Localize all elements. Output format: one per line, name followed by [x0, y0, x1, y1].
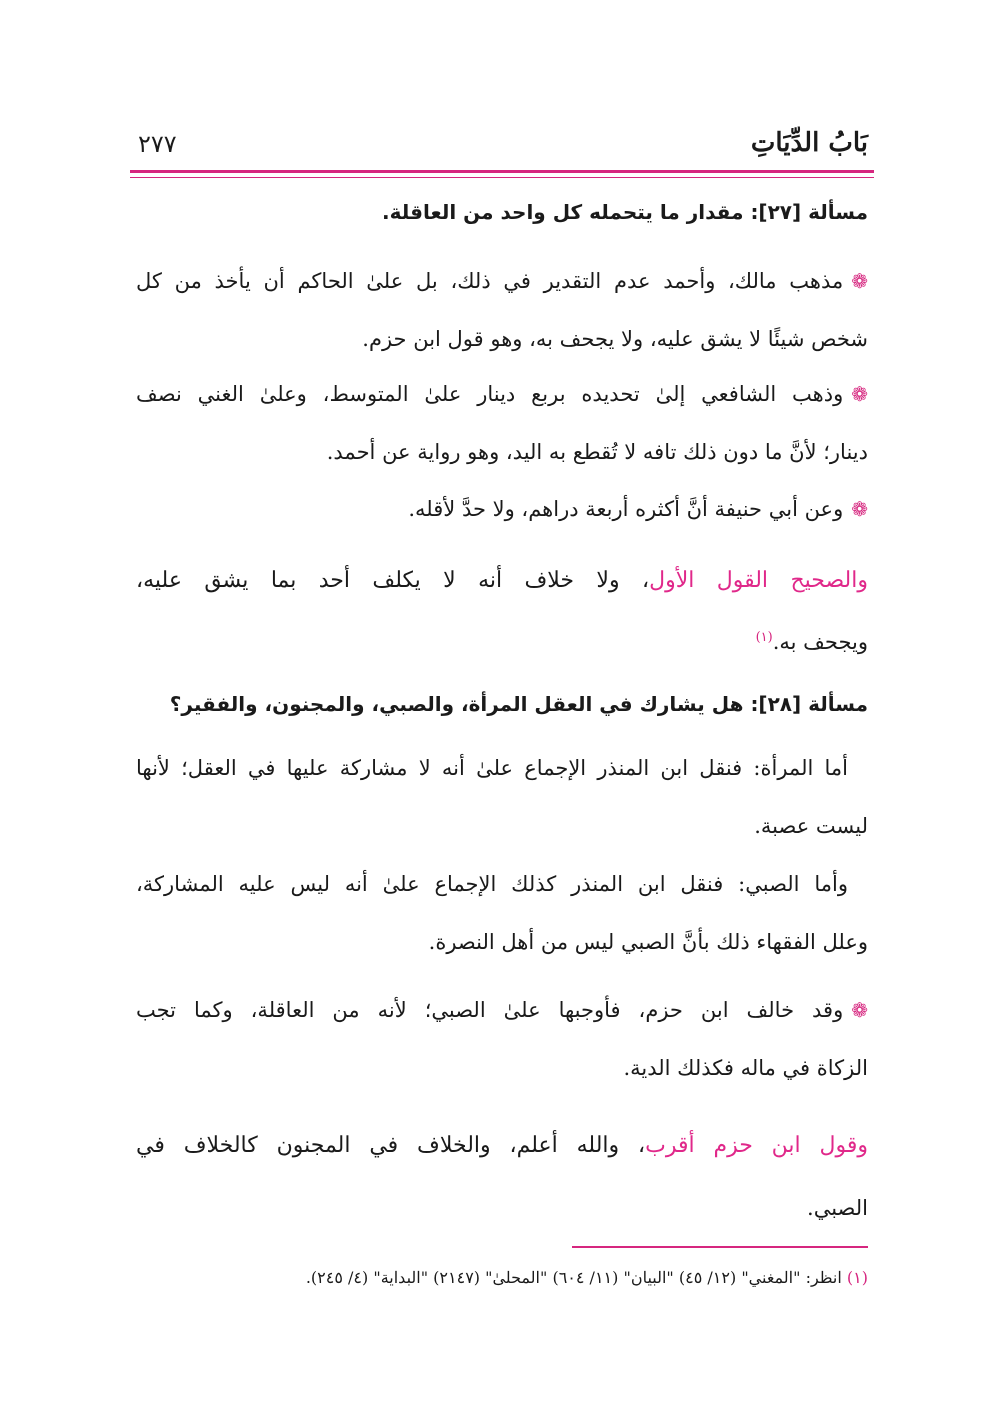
conclusion-27-line-1: والصحيح القول الأول، ولا خلاف أنه لا يكلف أحد بما يشق عليه، — [136, 568, 868, 593]
child-paragraph-line-2: وعلل الفقهاء ذلك بأنَّ الصبي ليس من أهل النصرة. — [428, 930, 868, 954]
flower-bullet-icon: ❁ — [851, 269, 868, 293]
footnote-ref[interactable]: (١) — [755, 630, 773, 645]
woman-paragraph-line-1: أما المرأة: فنقل ابن المنذر الإجماع علىٰ أنه لا مشاركة عليها في العقل؛ لأنها — [136, 756, 848, 780]
footnote-rule — [572, 1246, 868, 1248]
issue-27-title: مقدار ما يتحمله كل واحد من العاقلة. — [382, 200, 744, 224]
paragraph-maliki-line-1: ❁مذهب مالك، وأحمد عدم التقدير في ذلك، بل علىٰ الحاكم أن يأخذ من كل — [136, 269, 868, 293]
footnote-text: انظر: "المغني" (١٢/ ٤٥) "البيان" (١١/ ٦٠٤) "المحلىٰ" (٢١٤٧) "البداية" (٤/ ٢٤٥). — [305, 1268, 842, 1287]
ibn-hazm-paragraph-line-1: ❁وقد خالف ابن حزم، فأوجبها علىٰ الصبي؛ لأنه من العاقلة، وكما تجب — [136, 998, 868, 1022]
paragraph-hanafi: ❁وعن أبي حنيفة أنَّ أكثره أربعة دراهم، ولا حدَّ لأقله. — [408, 497, 868, 521]
paragraph-maliki-line-2: شخص شيئًا لا يشق عليه، ولا يجحف به، وهو قول ابن حزم. — [362, 327, 868, 351]
chapter-title: بَابُ الدِّيَاتِ — [750, 128, 868, 158]
issue-28-heading — [170, 688, 868, 720]
issue-28-title: هل يشارك في العقل المرأة، والصبي، والمجنون، والفقير؟ — [169, 692, 744, 716]
header-rule-thin — [130, 177, 874, 178]
ibn-hazm-paragraph-line-2: الزكاة في ماله فكذلك الدية. — [623, 1056, 868, 1080]
header-rule — [130, 170, 874, 173]
conclusion-27-highlight: والصحيح القول الأول — [649, 568, 868, 593]
flower-bullet-icon: ❁ — [851, 497, 868, 521]
conclusion-28-line-2: الصبي. — [807, 1196, 868, 1220]
woman-paragraph-line-2: ليست عصبة. — [754, 814, 868, 838]
flower-bullet-icon: ❁ — [851, 998, 868, 1022]
conclusion-28-line-1: وقول ابن حزم أقرب، والله أعلم، والخلاف في المجنون كالخلاف في — [136, 1133, 869, 1158]
conclusion-28-highlight: وقول ابن حزم أقرب — [645, 1133, 869, 1158]
issue-28-label: مسألة [٢٨]: — [750, 692, 868, 716]
child-paragraph-line-1: وأما الصبي: فنقل ابن المنذر كذلك الإجماع علىٰ أنه ليس عليه المشاركة، — [136, 872, 848, 896]
flower-bullet-icon: ❁ — [851, 382, 868, 406]
page-number: ٢٧٧ — [138, 130, 177, 158]
issue-27-heading — [382, 196, 868, 228]
issue-27-label: مسألة [٢٧]: — [750, 200, 868, 224]
conclusion-27-line-2: ويجحف به.$^{(١)}$ — [755, 630, 868, 654]
paragraph-shafii-line-1: ❁وذهب الشافعي إلىٰ تحديده بربع دينار علىٰ المتوسط، وعلىٰ الغني نصف — [136, 382, 868, 406]
footnote-number: (١) — [846, 1268, 868, 1287]
footnote — [306, 1268, 868, 1287]
paragraph-shafii-line-2: دينار؛ لأنَّ ما دون ذلك تافه لا تُقطع به اليد، وهو رواية عن أحمد. — [326, 440, 868, 464]
